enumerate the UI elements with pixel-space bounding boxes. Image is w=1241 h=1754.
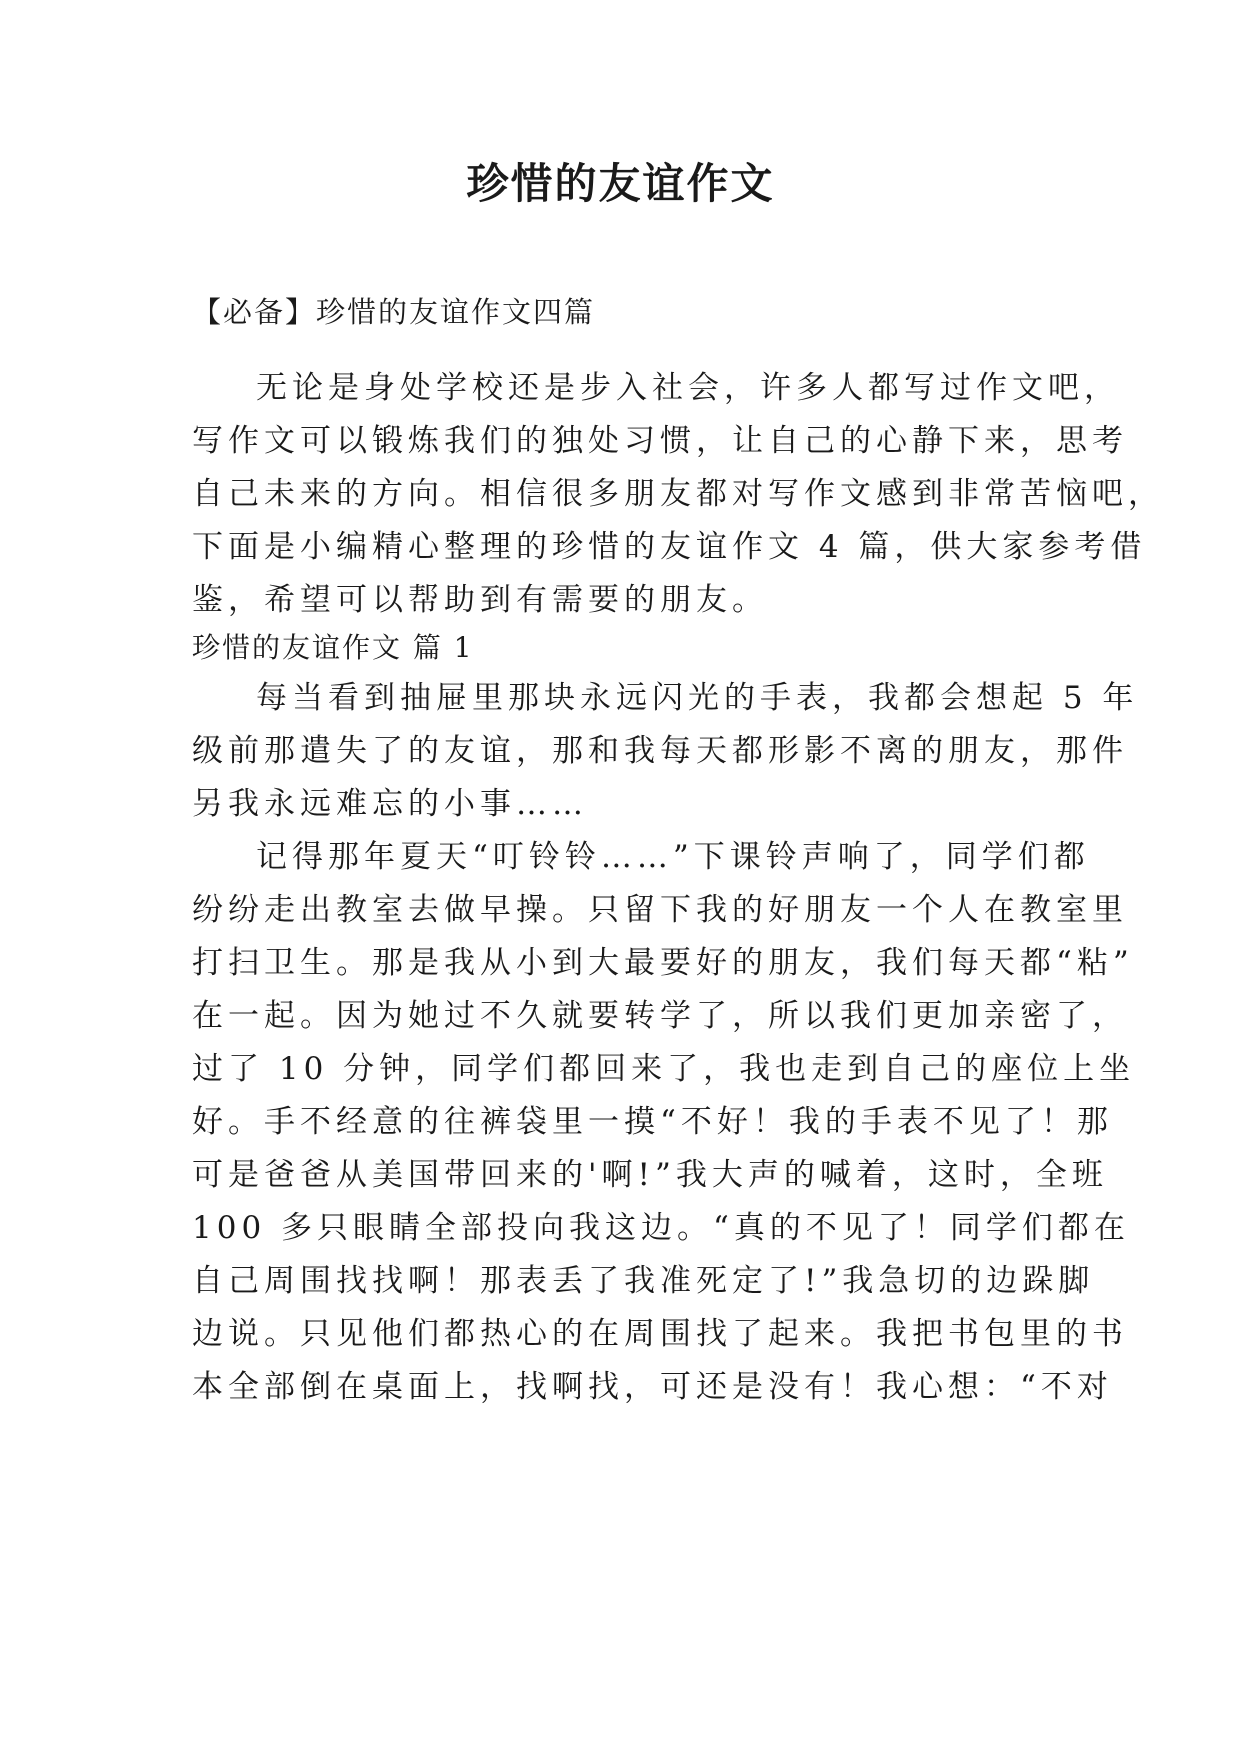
intro-line: 写作文可以锻炼我们的独处习惯，让自己的心静下来，思考 — [192, 423, 1128, 459]
document-subtitle: 【必备】珍惜的友谊作文四篇 — [192, 295, 596, 329]
body-line: 记得那年夏天“叮铃铃……”下课铃声响了，同学们都 — [256, 839, 1090, 875]
body-line: 边说。只见他们都热心的在周围找了起来。我把书包里的书 — [192, 1316, 1128, 1352]
body-line: 打扫卫生。那是我从小到大最要好的朋友，我们每天都“粘” — [192, 945, 1134, 981]
body-line: 级前那遣失了的友谊，那和我每天都形影不离的朋友，那件 — [192, 733, 1128, 769]
intro-line: 下面是小编精心整理的珍惜的友谊作文 4 篇，供大家参考借 — [192, 529, 1147, 565]
intro-line: 鉴，希望可以帮助到有需要的朋友。 — [192, 582, 768, 618]
body-line: 过了 10 分钟，同学们都回来了，我也走到自己的座位上坐 — [192, 1051, 1136, 1087]
body-line: 本全部倒在桌面上，找啊找，可还是没有！我心想：“不对 — [192, 1369, 1113, 1405]
intro-line: 无论是身处学校还是步入社会，许多人都写过作文吧， — [256, 370, 1120, 406]
body-line: 纷纷走出教室去做早操。只留下我的好朋友一个人在教室里 — [192, 892, 1128, 928]
document-title: 珍惜的友谊作文 — [466, 159, 775, 208]
body-line: 自己周围找找啊！那表丢了我准死定了!”我急切的边跺脚 — [192, 1263, 1095, 1299]
body-line: 可是爸爸从美国带回来的'啊!”我大声的喊着，这时，全班 — [192, 1157, 1108, 1193]
body-line: 另我永远难忘的小事…… — [192, 786, 588, 822]
intro-line: 自己未来的方向。相信很多朋友都对写作文感到非常苦恼吧， — [192, 476, 1164, 512]
body-line: 100 多只眼睛全部投向我这边。“真的不见了！同学们都在 — [192, 1210, 1130, 1246]
section-heading: 珍惜的友谊作文 篇 1 — [192, 631, 474, 664]
body-line: 每当看到抽屉里那块永远闪光的手表，我都会想起 5 年 — [256, 680, 1139, 716]
body-line: 在一起。因为她过不久就要转学了，所以我们更加亲密了， — [192, 998, 1128, 1034]
body-line: 好。手不经意的往裤袋里一摸“不好！我的手表不见了！那 — [192, 1104, 1113, 1140]
